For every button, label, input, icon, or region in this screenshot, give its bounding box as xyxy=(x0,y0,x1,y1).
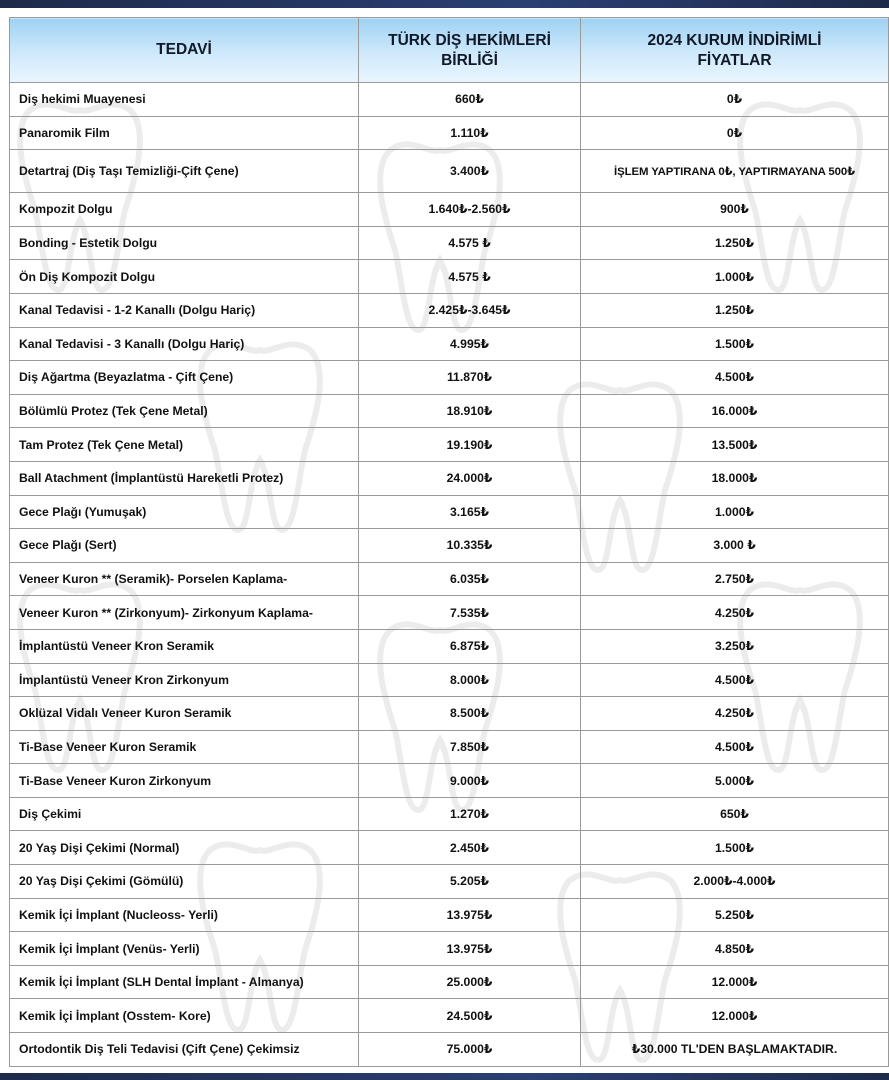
bottom-border-bar xyxy=(0,1073,889,1080)
tdb-price-cell: 1.110₺ xyxy=(359,116,581,150)
table-row xyxy=(10,394,889,428)
treatment-cell: Bölümlü Protez (Tek Çene Metal) xyxy=(10,394,359,428)
treatment-cell: Gece Plağı (Yumuşak) xyxy=(10,495,359,529)
table-row xyxy=(10,150,889,193)
discount-price-cell: 1.500₺ xyxy=(581,831,889,865)
discount-price-cell: 12.000₺ xyxy=(581,999,889,1033)
header-treatment xyxy=(10,18,359,83)
table-row xyxy=(10,327,889,361)
table-row xyxy=(10,226,889,260)
discount-price-cell: 4.250₺ xyxy=(581,697,889,731)
tdb-price-cell: 3.400₺ xyxy=(359,150,581,193)
tdb-price-cell: 8.500₺ xyxy=(359,697,581,731)
price-table xyxy=(9,17,889,1067)
discount-price-cell: 5.250₺ xyxy=(581,898,889,932)
discount-price-cell: İŞLEM YAPTIRANA 0₺, YAPTIRMAYANA 500₺ xyxy=(581,150,889,193)
table-row xyxy=(10,260,889,294)
treatment-cell: Diş hekimi Muayenesi xyxy=(10,83,359,117)
treatment-cell: Kanal Tedavisi - 1-2 Kanallı (Dolgu Hariç) xyxy=(10,293,359,327)
table-row xyxy=(10,629,889,663)
treatment-cell: İmplantüstü Veneer Kron Zirkonyum xyxy=(10,663,359,697)
table-row xyxy=(10,865,889,899)
treatment-cell: Kemik İçi İmplant (Venüs- Yerli) xyxy=(10,932,359,966)
tdb-price-cell: 75.000₺ xyxy=(359,1033,581,1067)
discount-price-cell: 2.000₺-4.000₺ xyxy=(581,865,889,899)
discount-price-cell: 3.250₺ xyxy=(581,629,889,663)
treatment-cell: Gece Plağı (Sert) xyxy=(10,529,359,563)
tdb-price-cell: 11.870₺ xyxy=(359,361,581,395)
tdb-price-cell: 7.535₺ xyxy=(359,596,581,630)
table-row xyxy=(10,461,889,495)
header-discount-line1: 2024 KURUM İNDİRİMLİ xyxy=(647,32,822,49)
table-row xyxy=(10,898,889,932)
treatment-cell: Kemik İçi İmplant (SLH Dental İmplant - Almanya) xyxy=(10,965,359,999)
treatment-cell: Ti-Base Veneer Kuron Seramik xyxy=(10,730,359,764)
table-row xyxy=(10,730,889,764)
discount-price-cell: 18.000₺ xyxy=(581,461,889,495)
discount-price-cell: 1.000₺ xyxy=(581,495,889,529)
discount-price-cell: 900₺ xyxy=(581,193,889,227)
tdb-price-cell: 24.500₺ xyxy=(359,999,581,1033)
treatment-cell: Kompozit Dolgu xyxy=(10,193,359,227)
discount-price-cell: 13.500₺ xyxy=(581,428,889,462)
table-row xyxy=(10,193,889,227)
treatment-cell: Veneer Kuron ** (Zirkonyum)- Zirkonyum Kaplama- xyxy=(10,596,359,630)
table-row xyxy=(10,83,889,117)
tdb-price-cell: 660₺ xyxy=(359,83,581,117)
tdb-price-cell: 2.450₺ xyxy=(359,831,581,865)
tdb-price-cell: 19.190₺ xyxy=(359,428,581,462)
discount-price-cell: ₺30.000 TL'DEN BAŞLAMAKTADIR. xyxy=(581,1033,889,1067)
tdb-price-cell: 7.850₺ xyxy=(359,730,581,764)
table-row xyxy=(10,999,889,1033)
tdb-price-cell: 24.000₺ xyxy=(359,461,581,495)
treatment-cell: Ortodontik Diş Teli Tedavisi (Çift Çene) Çekimsiz xyxy=(10,1033,359,1067)
discount-price-cell: 3.000 ₺ xyxy=(581,529,889,563)
table-row xyxy=(10,428,889,462)
top-border-bar xyxy=(0,0,889,8)
treatment-cell: 20 Yaş Dişi Çekimi (Gömülü) xyxy=(10,865,359,899)
discount-price-cell: 0₺ xyxy=(581,116,889,150)
discount-price-cell: 650₺ xyxy=(581,797,889,831)
table-row xyxy=(10,932,889,966)
table-row xyxy=(10,965,889,999)
table-row xyxy=(10,1033,889,1067)
table-row xyxy=(10,831,889,865)
tdb-price-cell: 8.000₺ xyxy=(359,663,581,697)
tdb-price-cell: 2.425₺-3.645₺ xyxy=(359,293,581,327)
treatment-cell: Ön Diş Kompozit Dolgu xyxy=(10,260,359,294)
treatment-cell: Kemik İçi İmplant (Osstem- Kore) xyxy=(10,999,359,1033)
table-row xyxy=(10,596,889,630)
discount-price-cell: 1.250₺ xyxy=(581,226,889,260)
treatment-cell: Ball Atachment (İmplantüstü Hareketli Protez) xyxy=(10,461,359,495)
treatment-cell: Ti-Base Veneer Kuron Zirkonyum xyxy=(10,764,359,798)
discount-price-cell: 4.500₺ xyxy=(581,663,889,697)
tdb-price-cell: 10.335₺ xyxy=(359,529,581,563)
table-row xyxy=(10,797,889,831)
tdb-price-cell: 4.575 ₺ xyxy=(359,226,581,260)
discount-price-cell: 12.000₺ xyxy=(581,965,889,999)
tdb-price-cell: 18.910₺ xyxy=(359,394,581,428)
treatment-cell: Panaromik Film xyxy=(10,116,359,150)
header-discount-price xyxy=(581,18,889,83)
treatment-cell: Diş Çekimi xyxy=(10,797,359,831)
table-row xyxy=(10,116,889,150)
tdb-price-cell: 6.875₺ xyxy=(359,629,581,663)
tdb-price-cell: 25.000₺ xyxy=(359,965,581,999)
tdb-price-cell: 13.975₺ xyxy=(359,932,581,966)
tdb-price-cell: 5.205₺ xyxy=(359,865,581,899)
discount-price-cell: 16.000₺ xyxy=(581,394,889,428)
discount-price-cell: 5.000₺ xyxy=(581,764,889,798)
header-treatment-label: TEDAVİ xyxy=(156,41,212,58)
table-row xyxy=(10,293,889,327)
tdb-price-cell: 9.000₺ xyxy=(359,764,581,798)
table-row xyxy=(10,663,889,697)
treatment-cell: 20 Yaş Dişi Çekimi (Normal) xyxy=(10,831,359,865)
table-row xyxy=(10,529,889,563)
tdb-price-cell: 4.995₺ xyxy=(359,327,581,361)
tdb-price-cell: 6.035₺ xyxy=(359,562,581,596)
header-tdb-price xyxy=(359,18,581,83)
treatment-cell: Kanal Tedavisi - 3 Kanallı (Dolgu Hariç) xyxy=(10,327,359,361)
treatment-cell: Veneer Kuron ** (Seramik)- Porselen Kaplama- xyxy=(10,562,359,596)
tdb-price-cell: 13.975₺ xyxy=(359,898,581,932)
table-row xyxy=(10,764,889,798)
header-row xyxy=(10,18,889,83)
treatment-cell: Kemik İçi İmplant (Nucleoss- Yerli) xyxy=(10,898,359,932)
tdb-price-cell: 1.640₺-2.560₺ xyxy=(359,193,581,227)
treatment-cell: Tam Protez (Tek Çene Metal) xyxy=(10,428,359,462)
treatment-cell: Bonding - Estetik Dolgu xyxy=(10,226,359,260)
table-row xyxy=(10,361,889,395)
treatment-cell: İmplantüstü Veneer Kron Seramik xyxy=(10,629,359,663)
tdb-price-cell: 1.270₺ xyxy=(359,797,581,831)
discount-price-cell: 2.750₺ xyxy=(581,562,889,596)
treatment-cell: Oklüzal Vidalı Veneer Kuron Seramik xyxy=(10,697,359,731)
discount-price-cell: 4.250₺ xyxy=(581,596,889,630)
discount-price-cell: 4.500₺ xyxy=(581,730,889,764)
discount-price-cell: 4.500₺ xyxy=(581,361,889,395)
header-tdb-line2: BİRLİĞİ xyxy=(441,52,498,69)
discount-price-cell: 0₺ xyxy=(581,83,889,117)
discount-price-cell: 1.250₺ xyxy=(581,293,889,327)
header-tdb-line1: TÜRK DİŞ HEKİMLERİ xyxy=(388,32,551,49)
tdb-price-cell: 3.165₺ xyxy=(359,495,581,529)
table-row xyxy=(10,697,889,731)
table-row xyxy=(10,495,889,529)
treatment-cell: Detartraj (Diş Taşı Temizliği-Çift Çene) xyxy=(10,150,359,193)
discount-price-cell: 1.500₺ xyxy=(581,327,889,361)
table-row xyxy=(10,562,889,596)
tdb-price-cell: 4.575 ₺ xyxy=(359,260,581,294)
discount-price-cell: 1.000₺ xyxy=(581,260,889,294)
discount-price-cell: 4.850₺ xyxy=(581,932,889,966)
treatment-cell: Diş Ağartma (Beyazlatma - Çift Çene) xyxy=(10,361,359,395)
header-discount-line2: FİYATLAR xyxy=(697,52,772,69)
